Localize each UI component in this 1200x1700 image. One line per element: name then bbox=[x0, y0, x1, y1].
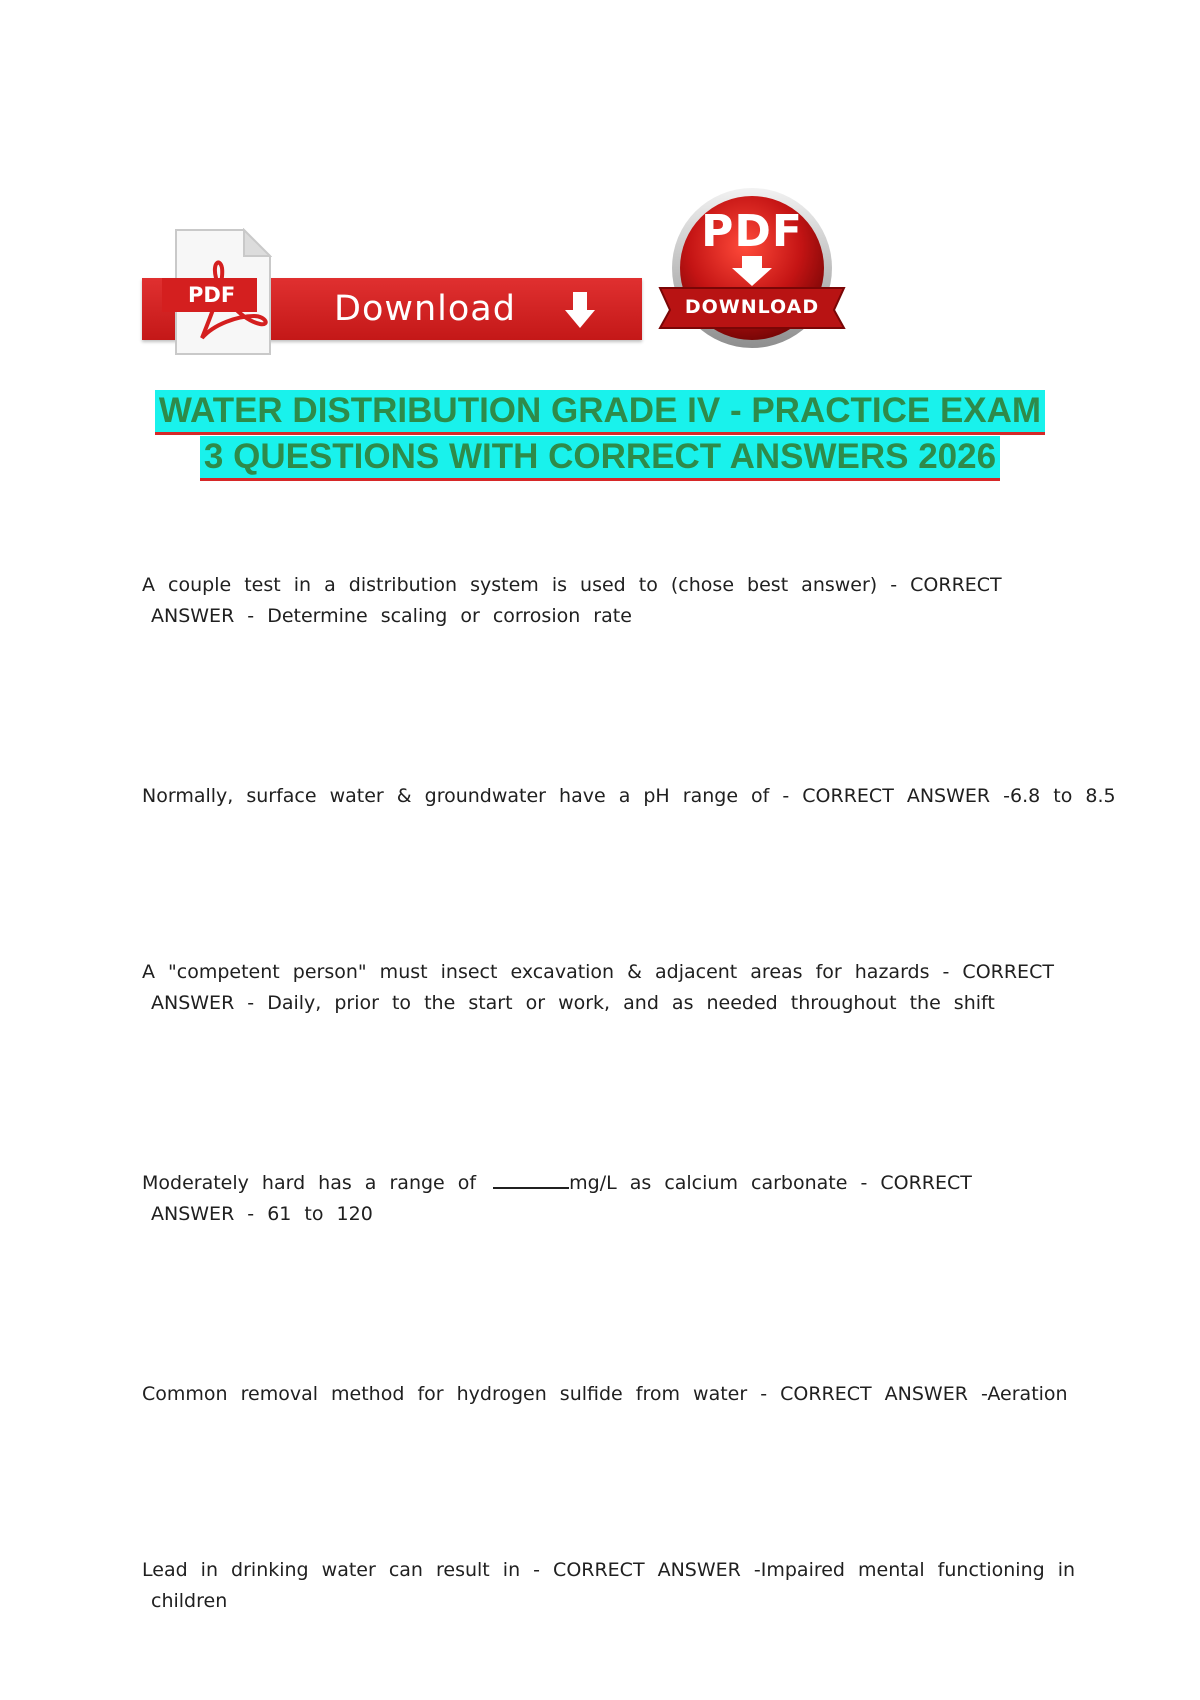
qa-item bbox=[142, 570, 1042, 632]
question-text: A couple test in a distribution system is used to (chose best answer) - CORRECT bbox=[142, 574, 1002, 596]
question-text: Lead in drinking water can result in - CORRECT ANSWER -Impaired mental functioning in bbox=[142, 1559, 1076, 1581]
question-text: Normally, surface water & groundwater have a pH range of - CORRECT ANSWER -6.8 to 8.5 bbox=[142, 785, 1116, 807]
question-text-before-blank: Moderately hard has a range of bbox=[142, 1172, 477, 1194]
qa-item bbox=[142, 1379, 1068, 1410]
question-text bbox=[142, 1168, 1042, 1199]
document-title bbox=[120, 390, 1080, 482]
title-line-1: WATER DISTRIBUTION GRADE IV - PRACTICE EXAM bbox=[155, 390, 1045, 435]
pdf-download-banner[interactable] bbox=[142, 188, 852, 358]
pdf-document-icon bbox=[162, 228, 272, 356]
download-arrow-icon bbox=[562, 290, 598, 330]
answer-text: ANSWER - Determine scaling or corrosion rate bbox=[151, 605, 632, 627]
title-line-2: 3 QUESTIONS WITH CORRECT ANSWERS 2026 bbox=[200, 436, 1000, 481]
question-text: A "competent person" must insect excavation & adjacent areas for hazards - CORRECT bbox=[142, 961, 1054, 983]
answer-text: children bbox=[151, 1590, 228, 1612]
answer-text: ANSWER - Daily, prior to the start or work, and as needed throughout the shift bbox=[151, 992, 995, 1014]
badge-pdf-label: PDF bbox=[701, 206, 803, 257]
download-label: Download bbox=[334, 289, 516, 329]
qa-item bbox=[142, 1555, 1076, 1617]
fill-in-blank bbox=[493, 1171, 569, 1189]
qa-item bbox=[142, 957, 1054, 1019]
badge-download-label: DOWNLOAD bbox=[684, 296, 820, 318]
qa-item bbox=[142, 1168, 1042, 1230]
question-text-after-blank: mg/L as calcium carbonate - CORRECT bbox=[569, 1172, 972, 1194]
pdf-doc-label: PDF bbox=[162, 278, 257, 312]
answer-text: ANSWER - 61 to 120 bbox=[151, 1203, 373, 1225]
pdf-download-badge[interactable] bbox=[652, 188, 852, 353]
qa-item bbox=[142, 781, 1116, 812]
question-text: Common removal method for hydrogen sulfide from water - CORRECT ANSWER -Aeration bbox=[142, 1383, 1068, 1405]
